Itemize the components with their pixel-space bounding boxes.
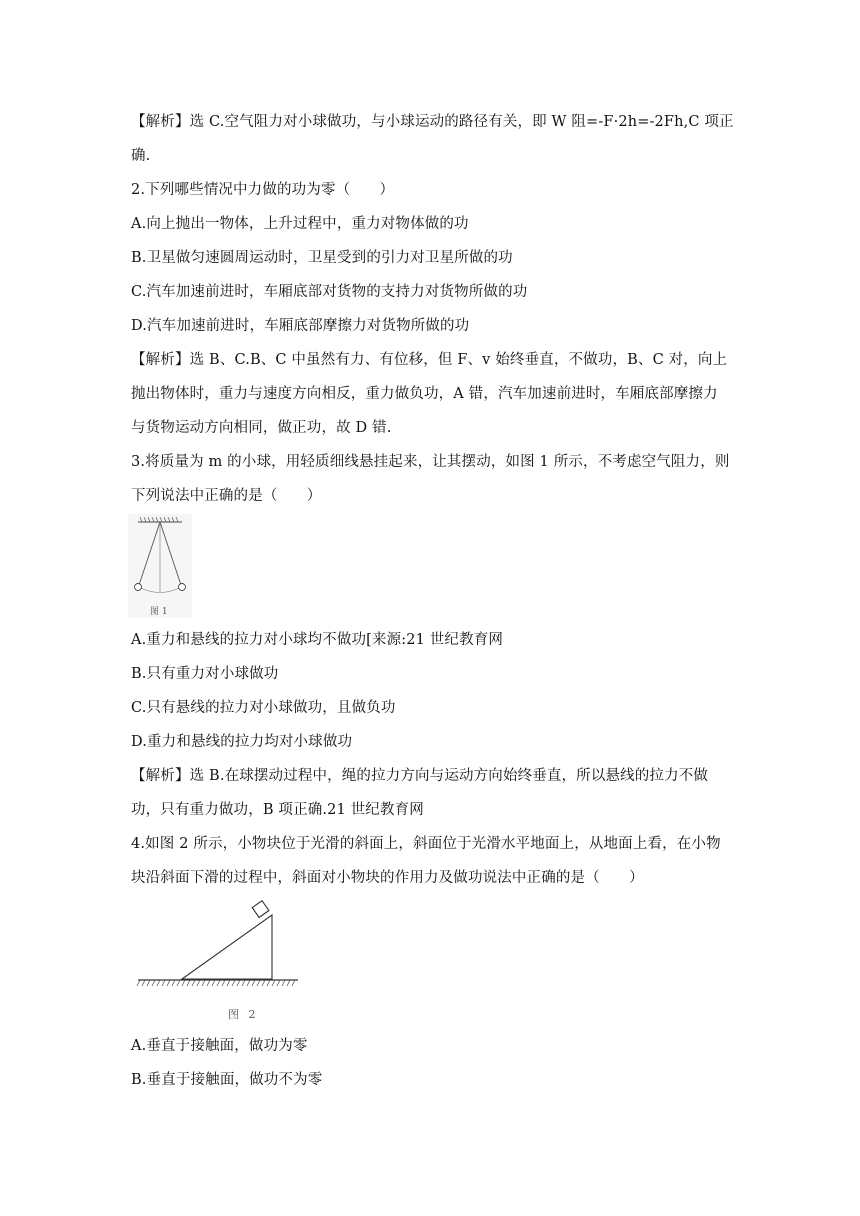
question-3-option-c: C.只有悬线的拉力对小球做功，且做负功 bbox=[131, 700, 396, 716]
question-3-option-a: A.重力和悬线的拉力对小球均不做功[来源:21 世纪教育网 bbox=[131, 632, 504, 648]
question-2-option-b: B.卫星做匀速圆周运动时，卫星受到的引力对卫星所做的功 bbox=[131, 250, 513, 266]
question-3-option-b: B.只有重力对小球做功 bbox=[131, 666, 279, 682]
question-4-option-b: B.垂直于接触面，做功不为零 bbox=[131, 1072, 323, 1088]
question-3-stem-line1: 3.将质量为 m 的小球，用轻质细线悬挂起来，让其摆动，如图 1 所示，不考虑空气阻力，则 bbox=[131, 454, 730, 470]
analysis-q2-line1: 【解析】选 B、C.B、C 中虽然有力、有位移，但 F、v 始终垂直，不做功，B、C 对，向上 bbox=[131, 352, 728, 368]
question-2-option-d: D.汽车加速前进时，车厢底部摩擦力对货物所做的功 bbox=[131, 318, 470, 334]
question-2-option-a: A.向上抛出一物体，上升过程中，重力对物体做的功 bbox=[131, 216, 469, 232]
question-2-stem: 2.下列哪些情况中力做的功为零（ ） bbox=[131, 182, 395, 198]
question-4-option-a: A.垂直于接触面，做功为零 bbox=[131, 1038, 308, 1054]
question-3-stem-line2: 下列说法中正确的是（ ） bbox=[131, 488, 322, 504]
analysis-q3-line1: 【解析】选 B.在球摆动过程中，绳的拉力方向与运动方向始终垂直，所以悬线的拉力不做 bbox=[131, 768, 709, 784]
question-2-option-c: C.汽车加速前进时，车厢底部对货物的支持力对货物所做的功 bbox=[131, 284, 528, 300]
figure-1-pendulum bbox=[128, 514, 192, 618]
analysis-q1-line1: 【解析】选 C.空气阻力对小球做功，与小球运动的路径有关，即 W 阻=-F·2h=-2Fh,C 项正 bbox=[131, 114, 734, 130]
question-4-stem-line2: 块沿斜面下滑的过程中，斜面对小物块的作用力及做功说法中正确的是（ ） bbox=[131, 870, 644, 886]
analysis-q1-line2: 确. bbox=[131, 148, 151, 164]
question-4-stem-line1: 4.如图 2 所示，小物块位于光滑的斜面上，斜面位于光滑水平地面上，从地面上看，在小物 bbox=[131, 836, 721, 852]
figure-2-caption: 图 2 bbox=[228, 1008, 259, 1021]
analysis-q2-line2: 抛出物体时，重力与速度方向相反，重力做负功，A 错，汽车加速前进时，车厢底部摩擦力 bbox=[131, 386, 718, 402]
figure-1-caption: 图 1 bbox=[150, 607, 168, 617]
question-3-option-d: D.重力和悬线的拉力均对小球做功 bbox=[131, 734, 353, 750]
analysis-q3-line2: 功，只有重力做功，B 项正确.21 世纪教育网 bbox=[131, 802, 424, 818]
figure-2-incline bbox=[136, 900, 300, 996]
analysis-q2-line3: 与货物运动方向相同，做正功，故 D 错. bbox=[131, 420, 392, 436]
